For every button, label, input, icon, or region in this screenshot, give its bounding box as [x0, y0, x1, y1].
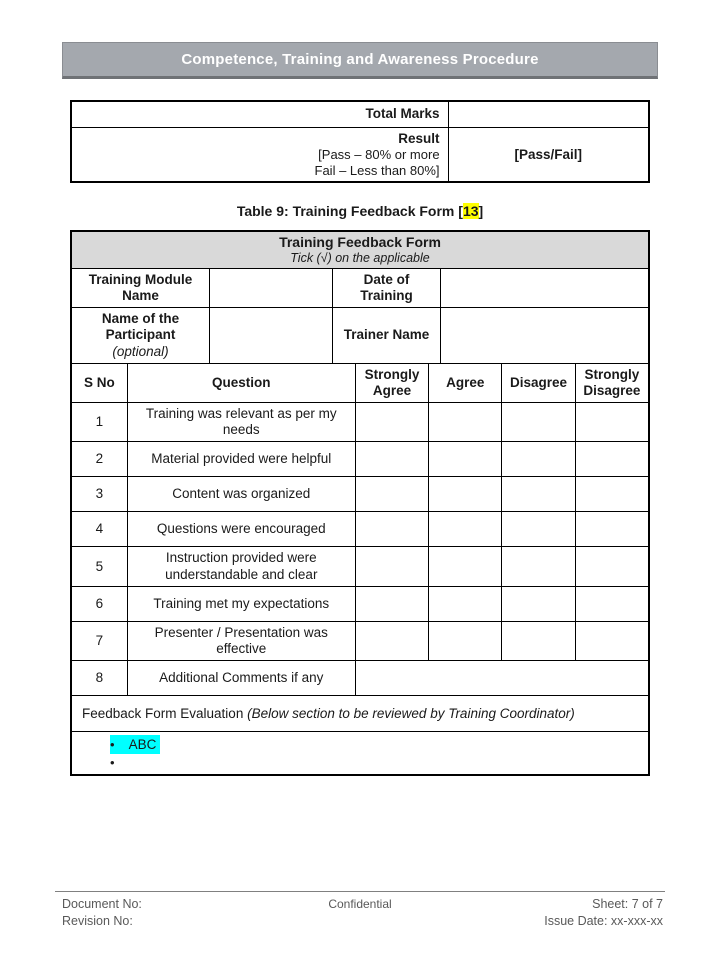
table-row	[72, 127, 648, 181]
marks-result-table	[70, 100, 650, 183]
table-row	[72, 546, 648, 585]
answer-cell-disagree[interactable]	[501, 442, 574, 476]
answer-cell-strongly-disagree[interactable]	[575, 403, 648, 441]
answer-cell-strongly-disagree[interactable]	[575, 587, 648, 621]
result-value[interactable]: [Pass/Fail]	[448, 128, 648, 181]
column-header-disagree: Disagree	[501, 364, 574, 402]
caption-highlighted-ref: 13	[462, 203, 479, 219]
column-header-strongly-disagree: Strongly Disagree	[575, 364, 648, 402]
question-text: Training was relevant as per my needs	[127, 403, 355, 441]
answer-cell-disagree[interactable]	[501, 477, 574, 511]
question-number: 7	[95, 632, 104, 648]
total-marks-value-cell[interactable]	[448, 102, 648, 127]
question-number: 5	[95, 558, 104, 574]
question-text: Instruction provided were understandable and clear	[127, 547, 355, 585]
training-module-value-cell[interactable]	[209, 269, 332, 307]
participant-label-cell	[72, 308, 209, 363]
participant-value-cell[interactable]	[209, 308, 332, 363]
question-header-row	[72, 363, 648, 402]
question-number: 4	[95, 521, 104, 537]
table-row	[72, 441, 648, 476]
answer-cell-disagree[interactable]	[501, 403, 574, 441]
answer-cell-strongly-disagree[interactable]	[575, 622, 648, 660]
document-header-banner	[62, 42, 658, 79]
table-row	[72, 621, 648, 660]
evaluation-row	[72, 695, 648, 731]
question-number: 2	[95, 451, 104, 467]
result-label: Result	[398, 131, 440, 146]
total-marks-label: Total Marks	[365, 106, 440, 122]
answer-cell-disagree[interactable]	[501, 512, 574, 546]
list-item	[110, 754, 129, 771]
footer-left	[55, 896, 328, 930]
column-header-strongly-agree: Strongly Agree	[355, 364, 428, 402]
answer-cell-disagree[interactable]	[501, 587, 574, 621]
result-note-line1: [Pass – 80% or more	[318, 147, 440, 163]
question-number: 6	[95, 595, 104, 611]
answer-cell-agree[interactable]	[428, 512, 501, 546]
table-row	[72, 307, 648, 363]
answer-cell-strongly-agree[interactable]	[355, 622, 428, 660]
table-row	[72, 660, 648, 695]
column-header-sno: S No	[83, 374, 115, 390]
table-row	[72, 102, 648, 127]
revision-no-label: Revision No:	[62, 914, 133, 928]
evaluation-label: Feedback Form Evaluation	[82, 705, 248, 721]
answer-cell-agree[interactable]	[428, 442, 501, 476]
bullet-icon: •	[110, 755, 115, 771]
page-footer	[55, 891, 665, 930]
additional-comments-cell[interactable]	[355, 661, 648, 695]
question-text: Presenter / Presentation was effective	[127, 622, 355, 660]
table-row	[72, 402, 648, 441]
form-header-row	[72, 232, 648, 268]
form-subtitle: Tick (√) on the applicable	[290, 250, 430, 265]
caption-text-after: ]	[478, 203, 484, 219]
bullet-list-cell[interactable]	[72, 732, 648, 774]
question-text: Material provided were helpful	[127, 442, 355, 476]
table-row	[72, 511, 648, 546]
trainer-name-label: Trainer Name	[332, 308, 440, 363]
answer-cell-strongly-disagree[interactable]	[575, 512, 648, 546]
answer-cell-agree[interactable]	[428, 587, 501, 621]
training-feedback-form-table	[70, 230, 650, 776]
answer-cell-agree[interactable]	[428, 477, 501, 511]
question-text: Content was organized	[127, 477, 355, 511]
form-title: Training Feedback Form	[279, 234, 441, 250]
answer-cell-strongly-disagree[interactable]	[575, 477, 648, 511]
table-row	[72, 586, 648, 621]
answer-cell-disagree[interactable]	[501, 622, 574, 660]
form-header-cell	[72, 232, 648, 268]
date-of-training-label: Date of Training	[332, 269, 440, 307]
column-header-question: Question	[127, 364, 355, 402]
result-label-cell	[72, 128, 448, 181]
answer-cell-strongly-disagree[interactable]	[575, 547, 648, 585]
sheet-number: Sheet: 7 of 7	[592, 897, 663, 911]
evaluation-cell	[72, 696, 648, 731]
date-of-training-value-cell[interactable]	[440, 269, 648, 307]
participant-label: Name of the Participant	[101, 311, 180, 343]
result-note-line2: Fail – Less than 80%]	[314, 162, 440, 178]
bullet-icon: •	[110, 737, 115, 753]
answer-cell-strongly-agree[interactable]	[355, 547, 428, 585]
answer-cell-agree[interactable]	[428, 403, 501, 441]
answer-cell-strongly-agree[interactable]	[355, 442, 428, 476]
question-text: Additional Comments if any	[127, 661, 355, 695]
issue-date: Issue Date: xx-xxx-xx	[544, 914, 663, 928]
table-row	[72, 476, 648, 511]
footer-right	[392, 896, 665, 930]
list-item	[110, 735, 160, 754]
question-number: 3	[95, 486, 104, 502]
participant-optional-note: (optional)	[112, 343, 169, 359]
answer-cell-agree[interactable]	[428, 622, 501, 660]
caption-text-before: Table 9: Training Feedback Form [	[236, 203, 463, 219]
evaluation-note: (Below section to be reviewed by Training Coordinator)	[247, 705, 575, 721]
confidential-label: Confidential	[328, 897, 392, 911]
column-header-agree: Agree	[428, 364, 501, 402]
question-number: 1	[95, 414, 104, 430]
training-module-label: Training Module Name	[88, 271, 193, 303]
question-text: Training met my expectations	[127, 587, 355, 621]
answer-cell-strongly-agree[interactable]	[355, 512, 428, 546]
bullet-list-row	[72, 731, 648, 774]
document-title: Competence, Training and Awareness Procedure	[181, 51, 539, 68]
question-number: 8	[95, 670, 104, 686]
answer-cell-strongly-disagree[interactable]	[575, 442, 648, 476]
table-caption	[0, 203, 720, 219]
document-no-label: Document No:	[62, 897, 142, 911]
answer-cell-strongly-agree[interactable]	[355, 477, 428, 511]
trainer-name-value-cell[interactable]	[440, 308, 648, 363]
answer-cell-agree[interactable]	[428, 547, 501, 585]
answer-cell-strongly-agree[interactable]	[355, 587, 428, 621]
question-text: Questions were encouraged	[127, 512, 355, 546]
bullet-text: ABC	[128, 737, 157, 753]
table-row	[72, 268, 648, 307]
answer-cell-strongly-agree[interactable]	[355, 403, 428, 441]
answer-cell-disagree[interactable]	[501, 547, 574, 585]
